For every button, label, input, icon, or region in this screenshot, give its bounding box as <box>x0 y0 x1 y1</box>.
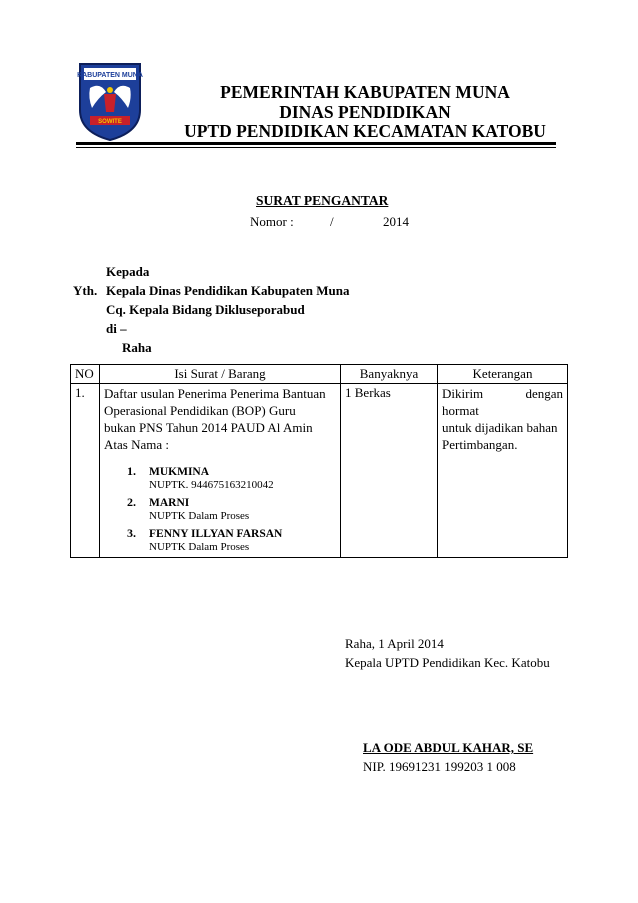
content-line: Operasional Pendidikan (BOP) Guru <box>104 403 296 418</box>
address-recipient: Kepala Dinas Pendidikan Kabupaten Muna <box>106 283 350 298</box>
cell-note <box>438 384 568 558</box>
col-header-content: Isi Surat / Barang <box>100 365 341 384</box>
address-city: Raha <box>122 340 152 355</box>
recipient-list <box>104 463 336 554</box>
header-divider-thick <box>76 142 556 145</box>
list-item <box>127 494 336 523</box>
letter-number <box>250 214 409 230</box>
logo-text-top: KABUPATEN MUNA <box>77 72 143 79</box>
signature-position: Kepala UPTD Pendidikan Kec. Katobu <box>345 655 550 670</box>
item-number: 2. <box>127 495 136 509</box>
table-header-row <box>71 365 568 384</box>
logo-text-bottom: SOWITE <box>98 119 122 125</box>
cell-content <box>100 384 341 558</box>
item-name: FENNY ILLYAN FARSAN <box>149 528 283 540</box>
items-table <box>70 364 568 558</box>
nomor-separator: / <box>330 214 334 229</box>
table-row <box>71 384 568 558</box>
header-line-government: PEMERINTAH KABUPATEN MUNA <box>220 82 510 102</box>
header-line-department: DINAS PENDIDIKAN <box>279 102 451 122</box>
letter-title: SURAT PENGANTAR <box>256 193 389 208</box>
item-nuptk: NUPTK Dalam Proses <box>149 510 250 522</box>
cell-qty: 1 Berkas <box>341 384 438 558</box>
note-line: Dikirim dengan hormat <box>442 386 563 418</box>
signature-name: LA ODE ABDUL KAHAR, SE <box>363 740 534 755</box>
item-nuptk: NUPTK. 944675163210042 <box>149 479 274 491</box>
note-line: untuk dijadikan bahan <box>442 420 558 435</box>
address-yth: Yth. <box>73 283 98 298</box>
cell-no: 1. <box>71 384 100 558</box>
nomor-year: 2014 <box>383 214 409 229</box>
content-line: Atas Nama : <box>104 437 169 452</box>
content-line: Daftar usulan Penerima Penerima Bantuan <box>104 386 326 401</box>
item-number: 3. <box>127 526 136 540</box>
signature-nip: NIP. 19691231 199203 1 008 <box>363 759 516 774</box>
address-kepada: Kepada <box>106 264 150 279</box>
header-line-unit: UPTD PENDIDIKAN KECAMATAN KATOBU <box>184 121 546 141</box>
list-item <box>127 463 336 492</box>
col-header-note: Keterangan <box>438 365 568 384</box>
content-line: bukan PNS Tahun 2014 PAUD Al Amin <box>104 420 313 435</box>
kabupaten-muna-logo <box>76 60 144 142</box>
note-line: Pertimbangan. <box>442 437 518 452</box>
col-header-no: NO <box>71 365 100 384</box>
col-header-qty: Banyaknya <box>341 365 438 384</box>
signature-place-date: Raha, 1 April 2014 <box>345 636 444 651</box>
nomor-label: Nomor : <box>250 214 294 229</box>
address-cq: Cq. Kepala Bidang Dikluseporabud <box>106 302 305 317</box>
item-nuptk: NUPTK Dalam Proses <box>149 541 250 553</box>
address-di: di – <box>106 321 127 336</box>
item-number: 1. <box>127 464 136 478</box>
list-item <box>127 525 336 554</box>
item-name: MUKMINA <box>149 466 210 478</box>
item-name: MARNI <box>149 497 190 509</box>
header-divider-thin <box>76 147 556 148</box>
